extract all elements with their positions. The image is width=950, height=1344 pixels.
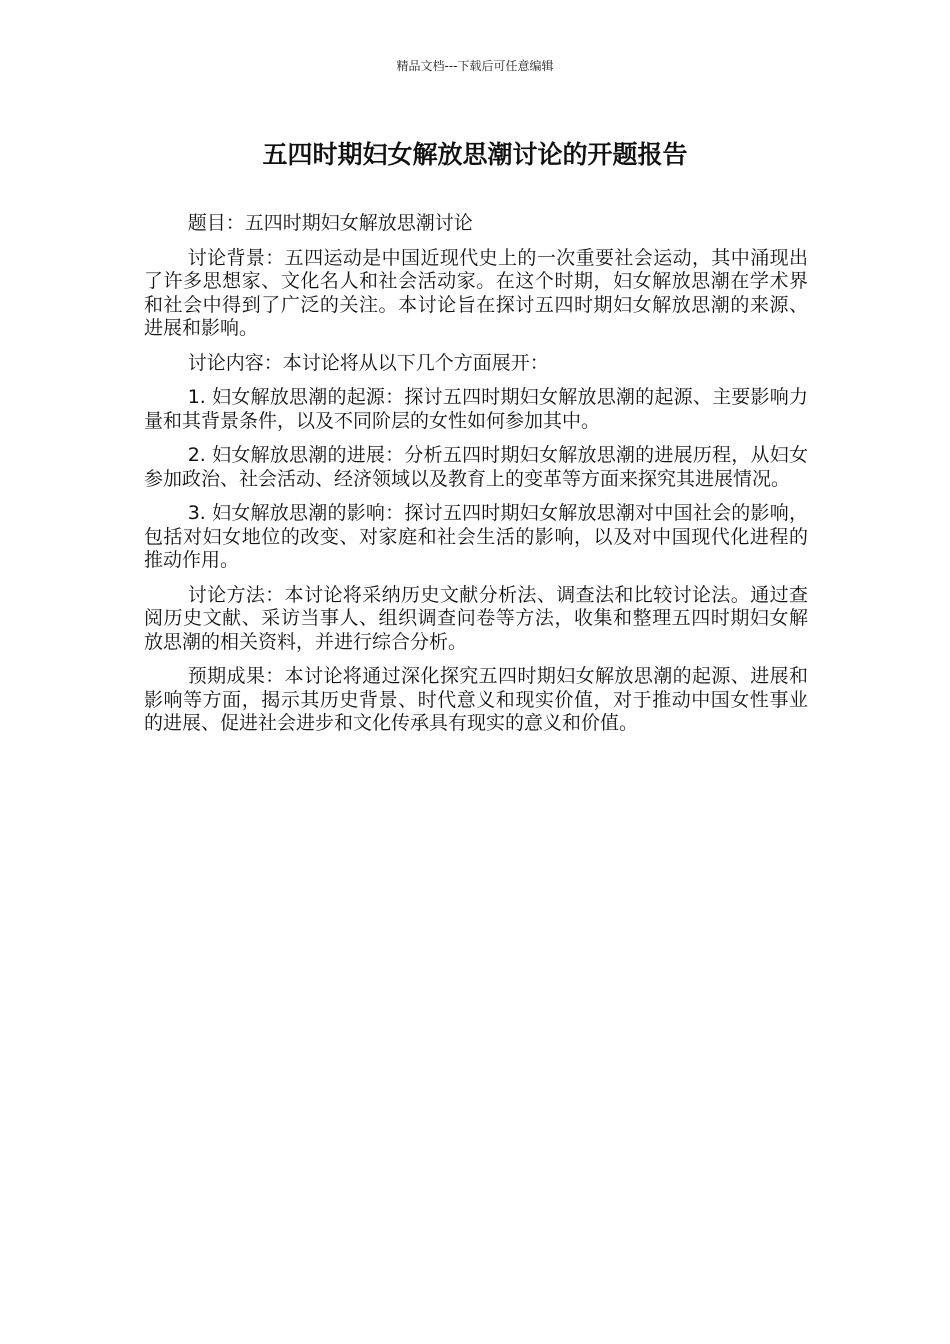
document-title: 五四时期妇女解放思潮讨论的开题报告 <box>262 140 688 169</box>
paragraph-item-2: 2. 妇女解放思潮的进展：分析五四时期妇女解放思潮的进展历程，从妇女参加政治、社会活动、经济领域以及教育上的变革等方面来探究其进展情况。 <box>144 444 808 490</box>
paragraph-expected-results: 预期成果：本讨论将通过深化探究五四时期妇女解放思潮的起源、进展和影响等方面，揭示其历史背景、时代意义和现实价值，对于推动中国女性事业的进展、促进社会进步和文化传承具有现实的意义和价值。 <box>144 665 808 734</box>
paragraph-content-intro: 讨论内容：本讨论将从以下几个方面展开： <box>187 351 549 374</box>
paragraph-background: 讨论背景：五四运动是中国近现代史上的一次重要社会运动，其中涌现出了许多思想家、文化名人和社会活动家。在这个时期，妇女解放思潮在学术界和社会中得到了广泛的关注。本讨论旨在探讨五四时期妇女解放思潮的来源、进展和影响。 <box>144 246 808 339</box>
paragraph-item-3: 3. 妇女解放思潮的影响：探讨五四时期妇女解放思潮对中国社会的影响，包括对妇女地位的改变、对家庭和社会生活的影响，以及对中国现代化进程的推动作用。 <box>144 502 808 571</box>
paragraph-item-1: 1. 妇女解放思潮的起源：探讨五四时期妇女解放思潮的起源、主要影响力量和其背景条件，以及不同阶层的女性如何参加其中。 <box>144 386 808 432</box>
document-body <box>144 212 808 747</box>
paragraph-topic: 题目：五四时期妇女解放思潮讨论 <box>187 212 473 234</box>
header-note: 精品文档---下载后可任意编辑 <box>396 59 554 73</box>
paragraph-method: 讨论方法：本讨论将采纳历史文献分析法、调查法和比较讨论法。通过查阅历史文献、采访当事人、组织调查问卷等方法，收集和整理五四时期妇女解放思潮的相关资料，并进行综合分析。 <box>144 583 808 653</box>
